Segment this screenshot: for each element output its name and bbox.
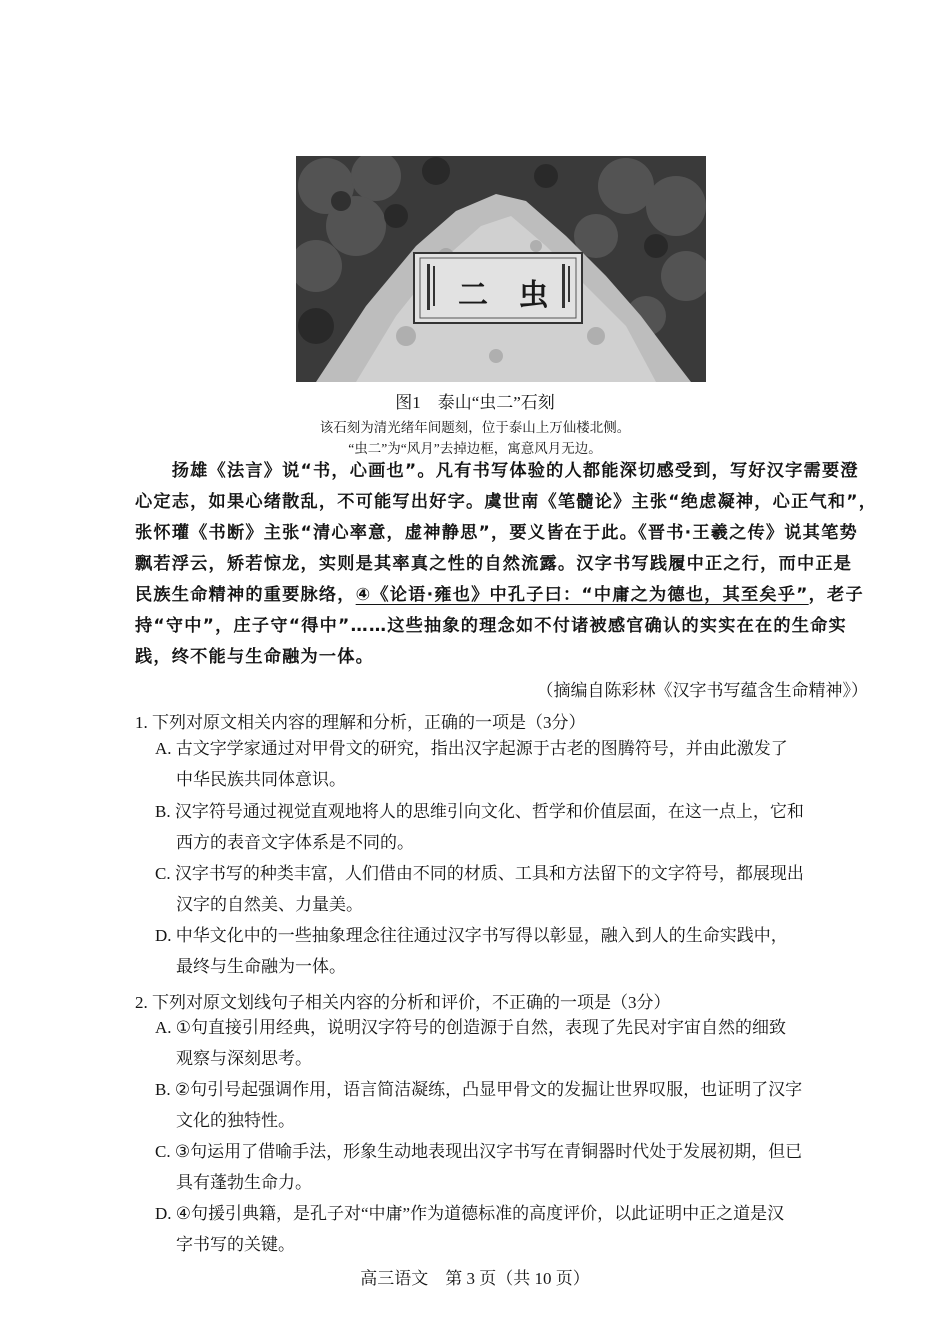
option-line: 汉字的自然美、力量美。	[176, 895, 363, 914]
option-line: B. ②句引号起强调作用，语言简洁凝练，凸显甲骨文的发掘让世界叹服，也证明了汉字	[155, 1080, 803, 1099]
question-1-option-c[interactable]	[155, 858, 873, 920]
option-line: 西方的表音文字体系是不同的。	[176, 833, 414, 852]
option-line: D. ④句援引典籍，是孔子对“中庸”作为道德标准的高度评价，以此证明中正之道是汉	[155, 1204, 785, 1223]
passage-line: 张怀瓘《书断》主张“清心率意，虚神静思”，要义皆在于此。《晋书·王羲之传》说其笔势	[135, 523, 858, 543]
photo-illustration	[296, 156, 706, 382]
question-1-stem: 1. 下列对原文相关内容的理解和分析，正确的一项是（3分）	[135, 713, 586, 732]
question-2-stem: 2. 下列对原文划线句子相关内容的分析和评价，不正确的一项是（3分）	[135, 993, 671, 1012]
option-line: 文化的独特性。	[176, 1111, 295, 1130]
option-line: 最终与生命融为一体。	[176, 957, 346, 976]
question-1-option-d[interactable]	[155, 920, 873, 982]
passage-source: （摘编自陈彩林《汉字书写蕴含生命精神》）	[536, 681, 868, 700]
question-2-option-d[interactable]	[155, 1198, 873, 1260]
question-1-option-b[interactable]	[155, 796, 873, 858]
passage-text: ，老子	[808, 585, 864, 605]
option-line: 具有蓬勃生命力。	[176, 1173, 312, 1192]
figure-caption-title: 图1 泰山“虫二”石刻	[395, 393, 555, 412]
carved-characters: 二 虫	[458, 278, 559, 313]
question-2-option-c[interactable]	[155, 1136, 873, 1198]
figure-caption-line-2: “虫二”为“风月”去掉边框，寓意风月无边。	[348, 441, 602, 456]
option-line: A. ①句直接引用经典，说明汉字符号的创造源于自然，表现了先民对宇宙自然的细致	[155, 1018, 787, 1037]
passage-line: 践，终不能与生命融为一体。	[135, 647, 375, 667]
passage-line: 扬雄《法言》说“书，心画也”。凡有书写体验的人都能深切感受到，写好汉字需要澄	[135, 461, 859, 481]
page-footer: 高三语文 第 3 页（共 10 页）	[360, 1269, 590, 1288]
option-line: D. 中华文化中的一些抽象理念往往通过汉字书写得以彰显，融入到人的生命实践中，	[155, 926, 788, 945]
question-1-option-a[interactable]	[155, 733, 873, 795]
rock-carving-photo	[296, 156, 706, 382]
underlined-sentence-4: ④《论语·雍也》中孔子曰：“中庸之为德也，其至矣乎”	[355, 585, 809, 605]
figure-caption-line-1: 该石刻为清光绪年间题刻，位于泰山上万仙楼北侧。	[319, 420, 631, 435]
option-line: 观察与深刻思考。	[176, 1049, 312, 1068]
option-line: C. 汉字书写的种类丰富，人们借由不同的材质、工具和方法留下的文字符号，都展现出	[155, 864, 804, 883]
passage-paragraph	[135, 456, 878, 673]
question-2-option-b[interactable]	[155, 1074, 873, 1136]
option-line: C. ③句运用了借喻手法，形象生动地表现出汉字书写在青铜器时代处于发展初期，但已	[155, 1142, 803, 1161]
option-line: 字书写的关键。	[176, 1235, 295, 1254]
question-2-option-a[interactable]	[155, 1012, 873, 1074]
option-line: 中华民族共同体意识。	[176, 770, 346, 789]
passage-line-with-underline	[135, 580, 870, 611]
option-line: A. 古文字学家通过对甲骨文的研究，指出汉字起源于古老的图腾符号，并由此激发了	[155, 739, 788, 758]
passage-line: 心定志，如果心绪散乱，不可能写出好字。虞世南《笔髓论》主张“绝虑凝神，心正气和”，	[135, 492, 878, 512]
option-line: B. 汉字符号通过视觉直观地将人的思维引向文化、哲学和价值层面，在这一点上，它和	[155, 802, 804, 821]
passage-line: 持“守中”，庄子守“得中”……这些抽象的理念如不付诸被感官确认的实实在在的生命实	[135, 616, 847, 636]
passage-text: 民族生命精神的重要脉络，	[135, 585, 356, 605]
passage-line: 飘若浮云，矫若惊龙，实则是其率真之性的自然流露。汉字书写践履中正之行，而中正是	[135, 554, 853, 574]
